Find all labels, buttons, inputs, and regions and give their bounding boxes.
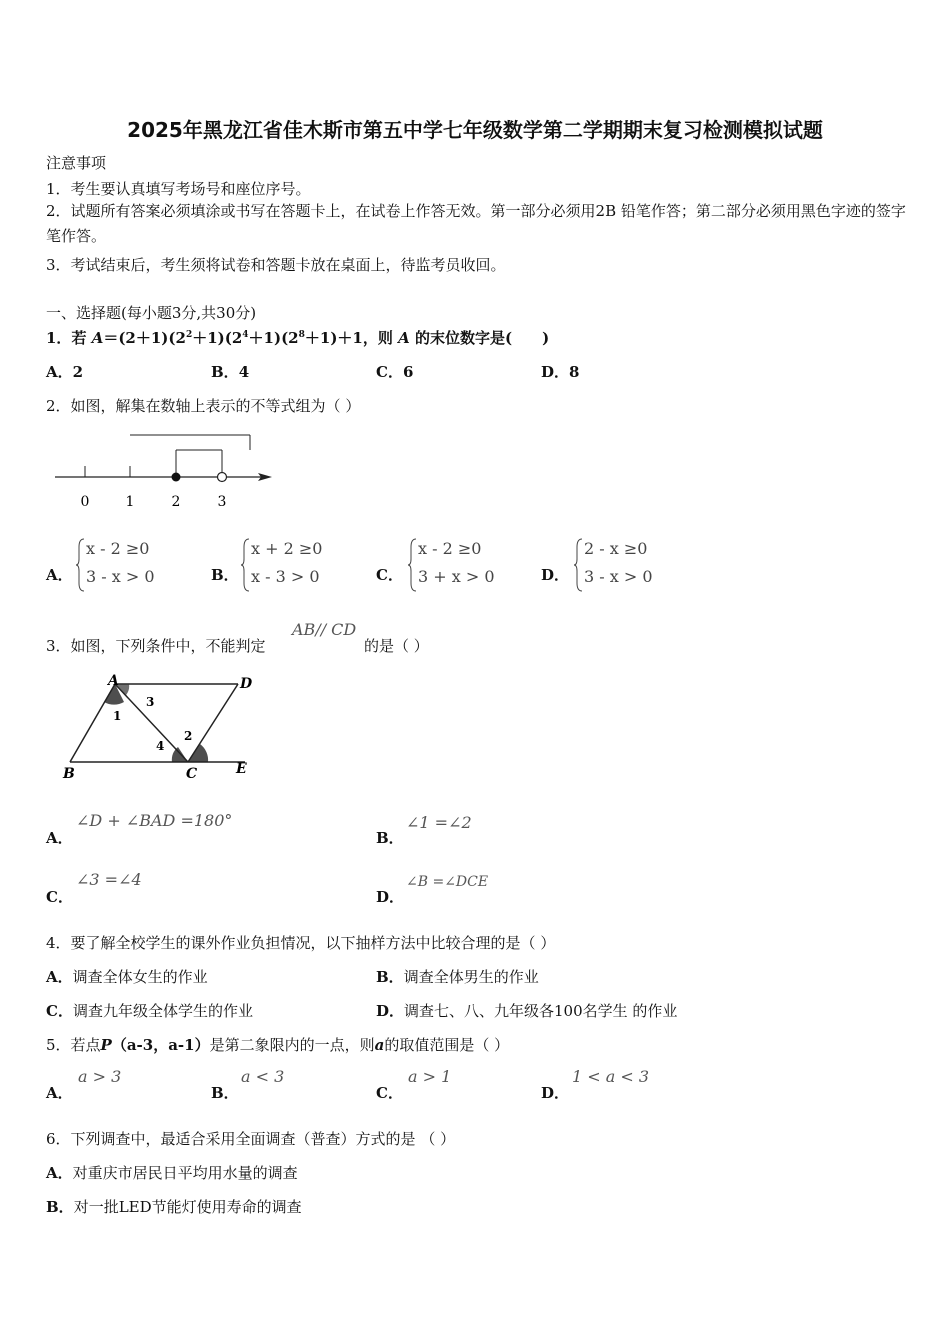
q5-option-a-math: a > 3 — [78, 1067, 122, 1086]
q2-option-b-system — [241, 537, 341, 593]
label-d: D — [240, 676, 253, 692]
q5-option-b-math: a < 3 — [241, 1067, 285, 1086]
q2-option-b-label[interactable]: B． — [211, 566, 239, 584]
q2-option-a-label[interactable]: A． — [46, 566, 73, 584]
q5-option-a-label[interactable]: A． — [46, 1084, 73, 1102]
q2-a-row2: 3 - x > 0 — [86, 567, 155, 586]
open-point-3 — [218, 473, 227, 482]
axis-label-1: 1 — [125, 494, 135, 510]
q1-number: 1． — [46, 329, 72, 347]
q5-var: a — [374, 1036, 385, 1054]
q3-option-a-math: ∠D + ∠BAD =180° — [76, 811, 233, 830]
q3-option-c-math: ∠3 =∠4 — [76, 870, 142, 889]
parallelogram-figure — [60, 670, 260, 785]
q2-option-a-system — [76, 537, 176, 593]
question-6: 6．下列调查中，最适合采用全面调查（普查）方式的是 （ ） — [46, 1130, 456, 1148]
q1-var-a-2: A — [398, 329, 410, 347]
q5-mid: 是第二象限内的一点，则 — [209, 1036, 375, 1054]
q3-post: 的是（ ） — [364, 637, 429, 655]
q3-option-d-math: ∠B =∠DCE — [406, 874, 489, 890]
q4-option-c[interactable]: C．调查九年级全体学生的作业 — [46, 1002, 253, 1020]
q5-point: P — [100, 1036, 112, 1054]
q3-pre: 3．如图，下列条件中，不能判定 — [46, 637, 266, 655]
q1-var-a: A — [91, 329, 104, 347]
section-heading: 一、选择题(每小题3分,共30分) — [46, 304, 257, 322]
q2-c-row2: 3 + x > 0 — [418, 567, 495, 586]
q1-exp-1: 2 — [185, 330, 193, 340]
axis-label-0: 0 — [80, 494, 90, 510]
q5-pre: 5．若点 — [46, 1036, 101, 1054]
axis-label-3: 3 — [217, 494, 227, 510]
label-angle-2: 2 — [184, 729, 193, 743]
q3-option-c-label[interactable]: C． — [46, 888, 73, 906]
question-2: 2．如图，解集在数轴上表示的不等式组为（ ） — [46, 397, 361, 415]
q6-option-b[interactable]: B．对一批LED节能灯使用寿命的调查 — [46, 1198, 302, 1216]
q5-option-c-math: a > 1 — [408, 1067, 452, 1086]
question-1 — [46, 327, 549, 348]
q2-option-d-label[interactable]: D． — [541, 566, 570, 584]
notice-item-2: 2．试题所有答案必须填涂或书写在答题卡上，在试卷上作答无效。第一部分必须用2B 铅笔作答；第二部分必须用黑色字迹的签字笔作答。 — [46, 202, 906, 245]
q2-option-d-system — [574, 537, 674, 593]
q3-option-b-label[interactable]: B． — [376, 829, 404, 847]
notice-item-1: 1．考生要认真填写考场号和座位序号。 — [46, 180, 311, 198]
q2-option-c-system — [408, 537, 508, 593]
q4-option-b[interactable]: B．调查全体男生的作业 — [376, 968, 539, 986]
label-angle-4: 4 — [156, 739, 165, 753]
axis-label-2: 2 — [171, 494, 181, 510]
q1-exp-3: 8 — [298, 330, 305, 340]
label-angle-1: 1 — [113, 709, 122, 723]
q5-post: 的取值范围是（ ） — [384, 1036, 510, 1054]
solid-point-2 — [172, 473, 181, 482]
label-angle-3: 3 — [146, 695, 155, 709]
q3-option-b-math: ∠1 =∠2 — [406, 813, 472, 832]
q5-option-b-label[interactable]: B． — [211, 1084, 239, 1102]
q3-option-a-label[interactable]: A． — [46, 829, 73, 847]
q4-option-a[interactable]: A．调查全体女生的作业 — [46, 968, 208, 986]
q4-option-d[interactable]: D．调查七、八、九年级各100名学生 的作业 — [376, 1002, 678, 1020]
q2-d-row2: 3 - x > 0 — [584, 567, 653, 586]
notice-item-3: 3．考试结束后，考生须将试卷和答题卡放在桌面上，待监考员收回。 — [46, 256, 506, 274]
q1-exp-2: 4 — [242, 330, 249, 340]
q1-post: 的末位数字是( ) — [414, 329, 550, 347]
q5-option-d-label[interactable]: D． — [541, 1084, 570, 1102]
angle-mark-c — [172, 747, 188, 762]
question-5 — [46, 1034, 509, 1055]
q5-option-d-math: 1 < a < 3 — [572, 1067, 650, 1086]
question-3 — [46, 635, 266, 656]
q5-coords: （a-3，a-1） — [111, 1036, 210, 1054]
q6-option-a[interactable]: A．对重庆市居民日平均用水量的调查 — [46, 1164, 298, 1182]
q1-part-3: ＋1)＋1，则 — [304, 329, 393, 347]
label-a: A — [108, 673, 119, 689]
q1-option-a[interactable]: A．2 — [46, 363, 84, 381]
label-e: E — [236, 761, 247, 777]
q1-part-1: ＋1)(2 — [192, 329, 243, 347]
q3-option-d-label[interactable]: D． — [376, 888, 405, 906]
label-c: C — [186, 766, 198, 782]
q2-b-row1: x + 2 ≥0 — [251, 539, 323, 558]
q1-option-c[interactable]: C．6 — [376, 363, 414, 381]
q1-part-2: ＋1)(2 — [248, 329, 299, 347]
q1-option-b[interactable]: B．4 — [211, 363, 250, 381]
segment-dc — [188, 684, 238, 762]
page-title: 2025年黑龙江省佳木斯市第五中学七年级数学第二学期期末复习检测模拟试题 — [127, 118, 823, 142]
q1-pre: 若 — [71, 329, 87, 347]
q2-c-row1: x - 2 ≥0 — [418, 539, 482, 558]
label-b: B — [63, 766, 75, 782]
question-4: 4．要了解全校学生的课外作业负担情况，以下抽样方法中比较合理的是（ ） — [46, 934, 556, 952]
q2-b-row2: x - 3 > 0 — [251, 567, 320, 586]
notice-heading: 注意事项 — [46, 154, 107, 172]
q2-d-row1: 2 - x ≥0 — [584, 539, 648, 558]
q2-option-c-label[interactable]: C． — [376, 566, 403, 584]
q2-a-row1: x - 2 ≥0 — [86, 539, 150, 558]
q3-math-ab-cd: AB// CD — [292, 620, 357, 639]
q1-expr: ＝(2＋1)(2 — [103, 329, 186, 347]
q1-option-d[interactable]: D．8 — [541, 363, 580, 381]
q5-option-c-label[interactable]: C． — [376, 1084, 403, 1102]
number-line-figure — [50, 428, 280, 513]
